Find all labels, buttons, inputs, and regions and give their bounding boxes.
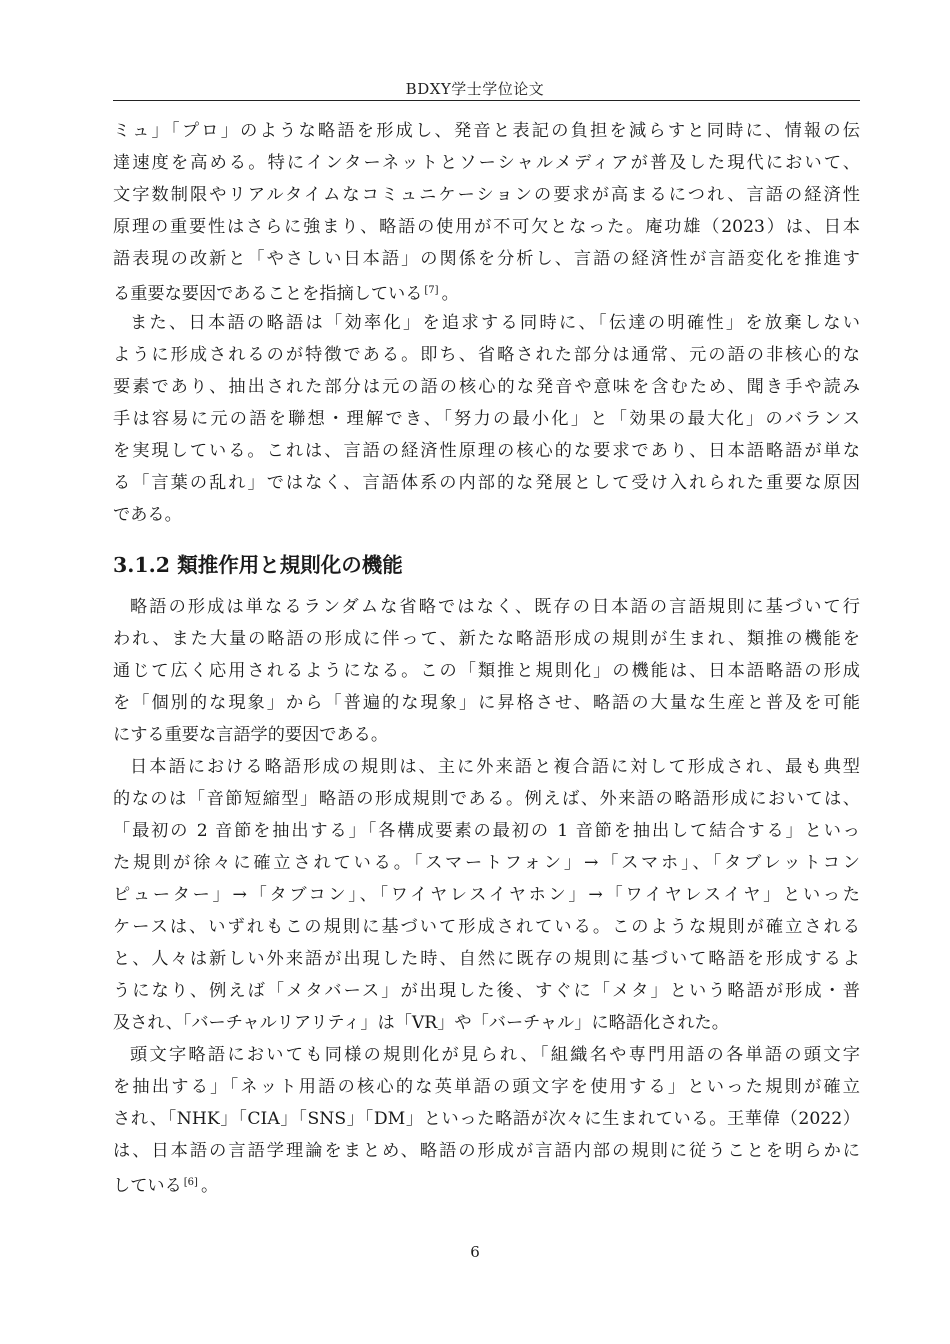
- paragraph-1: [113, 115, 860, 307]
- text-line: [113, 275, 860, 307]
- text-line: うになり、例えば「メタバース」が出現した後、すぐに「メタ」という略語が形成・普: [113, 981, 860, 1001]
- text-line: 手は容易に元の語を聯想・理解でき、「努力の最小化」と「効果の最大化」のバランス: [113, 409, 860, 429]
- text-line: にする重要な言語学的要因である。: [113, 725, 389, 745]
- paragraph-2: [113, 307, 860, 531]
- text-line: 要素であり、抽出された部分は元の語の核心的な発音や意味を含むため、聞き手や読み: [113, 377, 860, 397]
- text-span: 。: [441, 284, 459, 304]
- text-line: われ、また大量の略語の形成に伴って、新たな略語形成の規則が生まれ、類推の機能を: [113, 629, 860, 649]
- text-line: を「個別的な現象」から「普遍的な現象」に昇格させ、略語の大量な生産と普及を可能: [113, 693, 860, 713]
- paragraph-5: [113, 1039, 860, 1199]
- text-line: ミュ」「プロ」のような略語を形成し、発音と表記の負担を減らすと同時に、情報の伝: [113, 121, 860, 141]
- running-header: BDXY学士学位论文: [405, 80, 545, 98]
- text-line: ケースは、いずれもこの規則に基づいて形成されている。このような規則が確立される: [113, 917, 860, 937]
- text-span: 。: [200, 1176, 219, 1196]
- text-line: である。: [113, 505, 182, 525]
- citation-marker: [6]: [183, 1177, 198, 1188]
- text-line: 達速度を高める。特にインターネットとソーシャルメディアが普及した現代において、: [113, 153, 860, 173]
- text-line: 略語の形成は単なるランダムな省略ではなく、既存の日本語の言語規則に基づいて行: [130, 597, 860, 617]
- text-span: る重要な要因であることを指摘している: [113, 284, 423, 304]
- section-heading: 3.1.2 類推作用と規則化の機能: [113, 553, 403, 577]
- text-line: され、「NHK」「CIA」「SNS」「DM」といった略語が次々に生まれている。王華偉（2022）: [113, 1109, 860, 1129]
- text-line: ように形成されるのが特徴である。即ち、省略された部分は通常、元の語の非核心的な: [113, 345, 860, 365]
- text-line: また、日本語の略語は「効率化」を追求する同時に、「伝達の明確性」を放棄しない: [130, 313, 860, 333]
- text-line: 文字数制限やリアルタイムなコミュニケーションの要求が高まるにつれ、言語の経済性: [113, 185, 860, 205]
- citation-marker: [7]: [424, 285, 439, 296]
- paragraph-3: [113, 591, 860, 751]
- text-line: は、日本語の言語学理論をまとめ、略語の形成が言語内部の規則に従うことを明らかに: [113, 1141, 860, 1161]
- text-line: 語表現の改新と「やさしい日本語」の関係を分析し、言語の経済性が言語変化を推進す: [113, 249, 860, 269]
- text-line: を実現している。これは、言語の経済性原理の核心的な要求であり、日本語略語が単な: [113, 441, 860, 461]
- text-line: を抽出する」「ネット用語の核心的な英単語の頭文字を使用する」といった規則が確立: [113, 1077, 860, 1097]
- header-rule: [113, 100, 860, 101]
- text-line: た規則が徐々に確立されている。「スマートフォン」→「スマホ」、「タブレットコン: [113, 853, 860, 873]
- text-line: 的なのは「音節短縮型」略語の形成規則である。例えば、外来語の略語形成においては、: [113, 789, 860, 809]
- text-line: 原理の重要性はさらに強まり、略語の使用が不可欠となった。庵功雄（2023）は、日本: [113, 217, 860, 237]
- text-line: と、人々は新しい外来語が出現した時、自然に既存の規則に基づいて略語を形成するよ: [113, 949, 860, 969]
- text-line: る「言葉の乱れ」ではなく、言語体系の内部的な発展として受け入れられた重要な原因: [113, 473, 860, 493]
- text-line: 及され、「バーチャルリアリティ」は「VR」や「バーチャル」に略語化された。: [113, 1013, 729, 1033]
- text-line: 頭文字略語においても同様の規則化が見られ、「組織名や専門用語の各単語の頭文字: [130, 1045, 860, 1065]
- text-line: 日本語における略語形成の規則は、主に外来語と複合語に対して形成され、最も典型: [130, 757, 860, 777]
- text-span: している: [113, 1176, 182, 1196]
- text-line: ピューター」→「タブコン」、「ワイヤレスイヤホン」→「ワイヤレスイヤ」といった: [113, 885, 860, 905]
- paragraph-4: [113, 751, 860, 1039]
- text-line: [113, 1167, 860, 1199]
- page-number: 6: [470, 1243, 480, 1261]
- text-line: 通じて広く応用されるようになる。この「類推と規則化」の機能は、日本語略語の形成: [113, 661, 860, 681]
- text-line: 「最初の 2 音節を抽出する」「各構成要素の最初の 1 音節を抽出して結合する」といっ: [113, 821, 860, 841]
